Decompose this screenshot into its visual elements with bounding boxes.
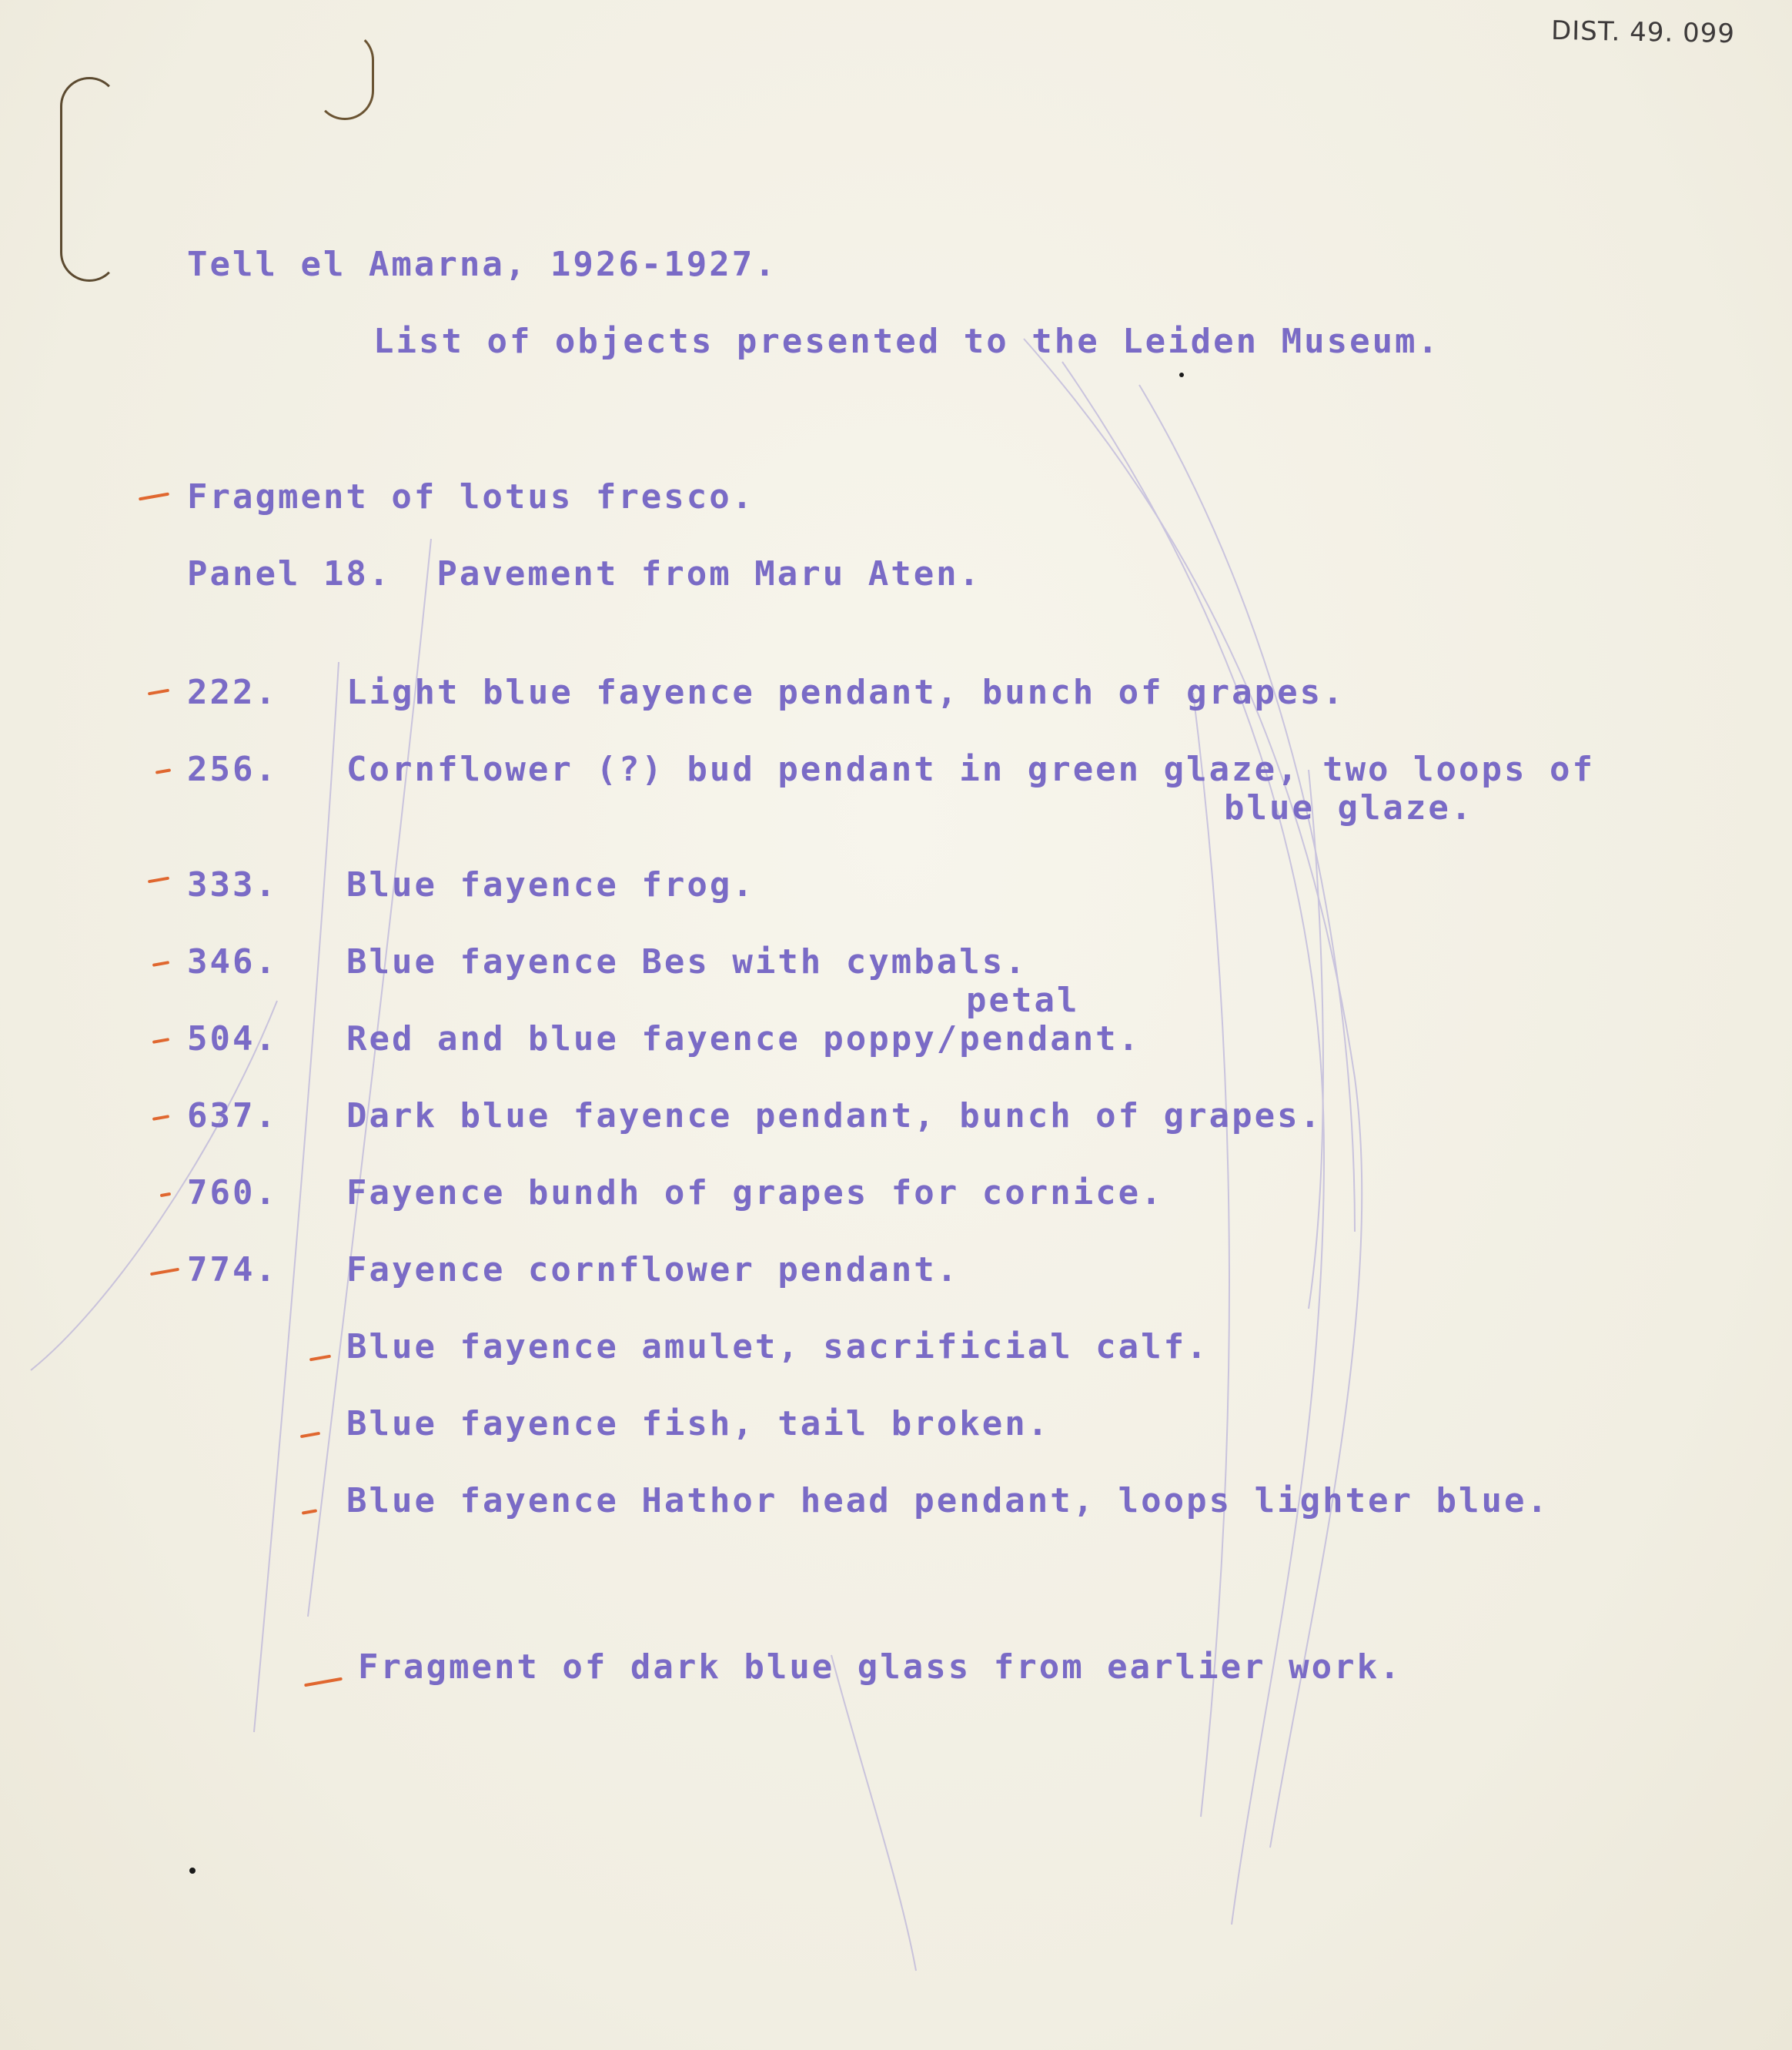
document-heading: Tell el Amarna, 1926-1927. [187,245,777,284]
item-number: 222. [187,673,278,712]
fastener-mark-right [316,31,374,120]
item-description: Dark blue fayence pendant, bunch of grapes. [346,1096,1323,1135]
item-description: Blue fayence Bes with cymbals. [346,942,1028,982]
item-number: 256. [187,750,278,789]
item-description-continuation: blue glaze. [1224,788,1474,828]
item-number: 333. [187,865,278,905]
item-number: 760. [187,1173,278,1212]
panel-line: Panel 18. Pavement from Maru Aten. [187,554,982,594]
glass-fragment-entry: Fragment of dark blue glass from earlier work. [358,1647,1403,1687]
list-item: Blue fayence fish, tail broken. [346,1404,1051,1443]
item-description: Light blue fayence pendant, bunch of grapes. [346,673,1346,712]
item-number: 774. [187,1250,278,1289]
item-number: 346. [187,942,278,982]
item-number: 504. [187,1019,278,1058]
item-number: 637. [187,1096,278,1135]
item-description: Fayence bundh of grapes for cornice. [346,1173,1164,1212]
list-item: Blue fayence Hathor head pendant, loops lighter blue. [346,1481,1550,1520]
fastener-mark-left [60,77,119,282]
item-description: Cornflower (?) bud pendant in green glaze, two loops of [346,750,1595,789]
document-subheading: List of objects presented to the Leiden Museum. [373,322,1441,361]
list-item: Blue fayence amulet, sacrificial calf. [346,1327,1209,1366]
archive-number: DIST. 49. 099 [1550,15,1736,50]
item-description: Fayence cornflower pendant. [346,1250,960,1289]
handwritten-insertion: petal [966,981,1080,1020]
item-description: Red and blue fayence poppy/pendant. [346,1019,1142,1058]
fresco-entry: Fragment of lotus fresco. [187,477,755,517]
item-description: Blue fayence frog. [346,865,755,905]
